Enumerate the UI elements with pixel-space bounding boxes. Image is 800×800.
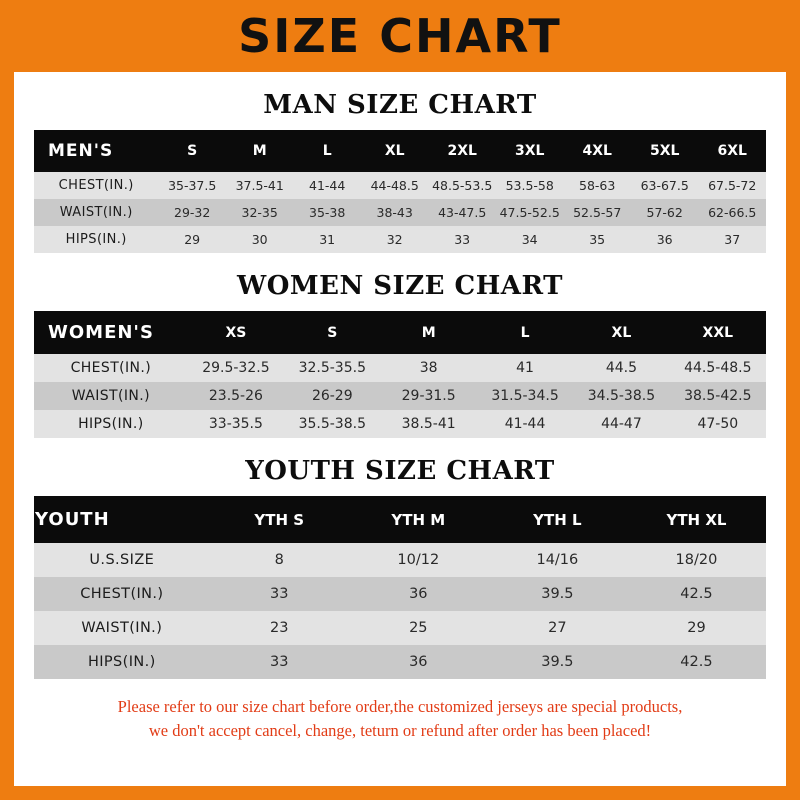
men-header-cell: L [293,130,361,172]
row-label: CHEST(IN.) [34,172,158,199]
table-header-row [34,311,766,354]
table-cell: 41 [477,354,573,382]
men-header-cell: 5XL [631,130,699,172]
row-label: HIPS(IN.) [34,410,188,438]
table-cell: 44.5-48.5 [670,354,766,382]
notice-line-2: we don't accept cancel, change, teturn or refund after order has been placed! [148,720,652,740]
table-cell: 31 [293,226,361,253]
table-cell: 18/20 [627,543,766,577]
men-size-table [34,130,766,253]
notice [34,695,766,743]
women-table-body [34,354,766,438]
table-cell: 14/16 [488,543,627,577]
banner [14,0,786,72]
table-cell: 29-32 [158,199,226,226]
men-section-title: MAN SIZE CHART [263,90,537,120]
content [14,90,786,743]
table-cell: 33-35.5 [188,410,284,438]
table-cell: 58-63 [563,172,631,199]
table-cell: 33 [428,226,496,253]
women-size-table [34,311,766,438]
table-cell: 41-44 [477,410,573,438]
table-cell: 44-48.5 [361,172,429,199]
table-row [34,611,766,645]
table-cell: 38.5-41 [380,410,476,438]
table-cell: 25 [349,611,488,645]
women-header-cell: M [380,311,476,354]
table-cell: 44.5 [573,354,669,382]
table-cell: 29 [158,226,226,253]
youth-table-header [34,496,766,543]
men-header-label: MEN'S [34,130,158,172]
table-cell: 37.5-41 [226,172,294,199]
row-label: HIPS(IN.) [34,645,210,679]
footer-bar [14,786,786,800]
table-row [34,382,766,410]
youth-table-body [34,543,766,679]
table-cell: 8 [210,543,349,577]
table-cell: 38-43 [361,199,429,226]
table-cell: 47-50 [670,410,766,438]
women-header-cell: XL [573,311,669,354]
table-cell: 10/12 [349,543,488,577]
table-cell: 29-31.5 [380,382,476,410]
row-label: CHEST(IN.) [34,577,210,611]
table-cell: 48.5-53.5 [428,172,496,199]
row-label: WAIST(IN.) [34,199,158,226]
table-cell: 35-37.5 [158,172,226,199]
men-header-cell: 3XL [496,130,564,172]
table-header-row [34,496,766,543]
table-cell: 33 [210,577,349,611]
table-cell: 34 [496,226,564,253]
youth-header-cell: YTH XL [627,496,766,543]
men-header-cell: XL [361,130,429,172]
row-label: WAIST(IN.) [34,382,188,410]
table-cell: 57-62 [631,199,699,226]
table-row [34,645,766,679]
youth-header-cell: YTH L [488,496,627,543]
table-cell: 53.5-58 [496,172,564,199]
row-label: WAIST(IN.) [34,611,210,645]
table-cell: 62-66.5 [698,199,766,226]
men-header-cell: 2XL [428,130,496,172]
table-row [34,199,766,226]
table-cell: 23 [210,611,349,645]
notice-line-1: Please refer to our size chart before order,the customized jerseys are special products, [117,697,683,716]
men-table-body [34,172,766,253]
row-label: HIPS(IN.) [34,226,158,253]
youth-header-label: YOUTH [34,496,210,543]
table-row [34,172,766,199]
table-cell: 29 [627,611,766,645]
table-cell: 67.5-72 [698,172,766,199]
table-row [34,354,766,382]
row-label: CHEST(IN.) [34,354,188,382]
women-header-cell: XS [188,311,284,354]
women-header-cell: XXL [670,311,766,354]
men-table-header [34,130,766,172]
men-header-cell: S [158,130,226,172]
table-cell: 63-67.5 [631,172,699,199]
table-cell: 39.5 [488,645,627,679]
youth-header-cell: YTH M [349,496,488,543]
table-header-row [34,130,766,172]
table-cell: 37 [698,226,766,253]
table-cell: 36 [349,577,488,611]
table-cell: 38 [380,354,476,382]
men-header-cell: 4XL [563,130,631,172]
table-cell: 38.5-42.5 [670,382,766,410]
women-header-cell: S [284,311,380,354]
table-cell: 35.5-38.5 [284,410,380,438]
table-cell: 32.5-35.5 [284,354,380,382]
youth-section-title: YOUTH SIZE CHART [245,456,555,486]
table-cell: 26-29 [284,382,380,410]
table-cell: 36 [349,645,488,679]
table-cell: 32-35 [226,199,294,226]
table-cell: 36 [631,226,699,253]
table-cell: 23.5-26 [188,382,284,410]
youth-size-table [34,496,766,679]
table-cell: 29.5-32.5 [188,354,284,382]
table-cell: 41-44 [293,172,361,199]
table-cell: 34.5-38.5 [573,382,669,410]
table-cell: 43-47.5 [428,199,496,226]
youth-header-cell: YTH S [210,496,349,543]
table-row [34,543,766,577]
table-cell: 52.5-57 [563,199,631,226]
table-cell: 27 [488,611,627,645]
table-cell: 39.5 [488,577,627,611]
page-title: SIZE CHART [238,9,562,63]
table-row [34,410,766,438]
table-cell: 42.5 [627,577,766,611]
table-row [34,226,766,253]
table-cell: 42.5 [627,645,766,679]
table-cell: 32 [361,226,429,253]
table-cell: 30 [226,226,294,253]
table-cell: 33 [210,645,349,679]
table-row [34,577,766,611]
table-cell: 31.5-34.5 [477,382,573,410]
men-header-cell: M [226,130,294,172]
women-table-header [34,311,766,354]
table-cell: 35 [563,226,631,253]
row-label: U.S.SIZE [34,543,210,577]
women-header-cell: L [477,311,573,354]
men-header-cell: 6XL [698,130,766,172]
women-header-label: WOMEN'S [34,311,188,354]
women-section-title: WOMEN SIZE CHART [237,271,563,301]
table-cell: 47.5-52.5 [496,199,564,226]
table-cell: 44-47 [573,410,669,438]
table-cell: 35-38 [293,199,361,226]
